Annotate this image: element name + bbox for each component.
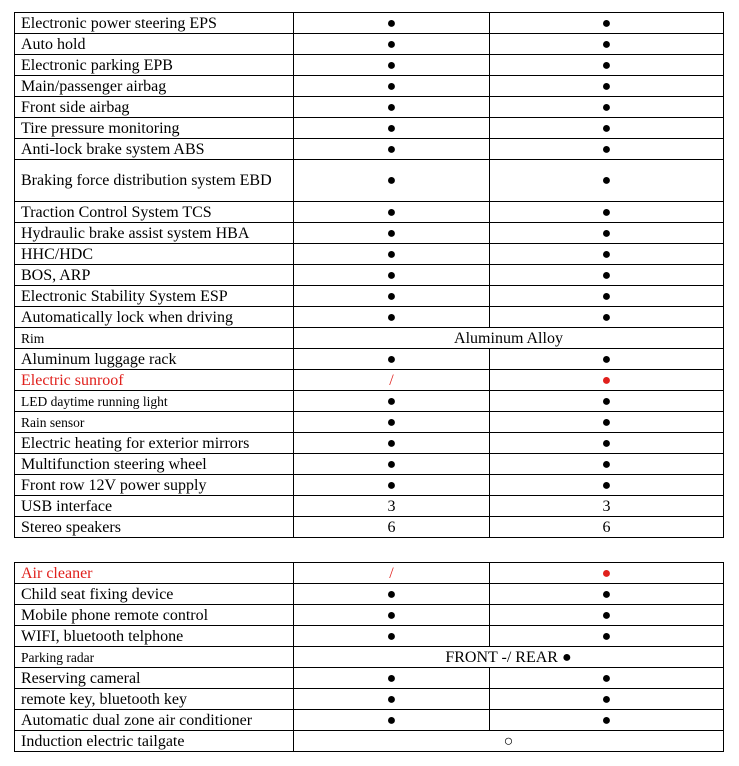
table-row	[15, 496, 724, 517]
trim-b-value: ●	[490, 391, 724, 412]
trim-b-value: ●	[490, 710, 724, 731]
row-label: Traction Control System TCS	[15, 202, 294, 223]
trim-a-value: ●	[294, 244, 490, 265]
trim-a-value: ●	[294, 307, 490, 328]
trim-a-value: ●	[294, 286, 490, 307]
trim-b-value: ●	[490, 13, 724, 34]
trim-a-value: ●	[294, 13, 490, 34]
trim-a-value: ●	[294, 55, 490, 76]
feature-table-1	[14, 12, 724, 538]
trim-b-value: ●	[490, 605, 724, 626]
trim-b-value: ●	[490, 584, 724, 605]
row-label: Hydraulic brake assist system HBA	[15, 223, 294, 244]
table-row	[15, 139, 724, 160]
trim-b-value: ●	[490, 412, 724, 433]
row-label: Child seat fixing device	[15, 584, 294, 605]
table-row	[15, 97, 724, 118]
trim-b-value: ●	[490, 139, 724, 160]
trim-b-value: ●	[490, 475, 724, 496]
table-row	[15, 475, 724, 496]
trim-b-value: ●	[490, 689, 724, 710]
trim-a-value: ●	[294, 349, 490, 370]
row-label: WIFI, bluetooth telphone	[15, 626, 294, 647]
trim-a-value: ●	[294, 689, 490, 710]
trim-b-value: ●	[490, 349, 724, 370]
table-row	[15, 286, 724, 307]
table-row	[15, 55, 724, 76]
table-row	[15, 563, 724, 584]
trim-b-value: ●	[490, 433, 724, 454]
row-label: Parking radar	[15, 647, 294, 668]
trim-b-value: ●	[490, 97, 724, 118]
row-label: Multifunction steering wheel	[15, 454, 294, 475]
row-label: Front row 12V power supply	[15, 475, 294, 496]
trim-b-value: ●	[490, 370, 724, 391]
trim-a-value: ●	[294, 668, 490, 689]
table-row	[15, 605, 724, 626]
trim-a-value: ●	[294, 34, 490, 55]
row-label: Rain sensor	[15, 412, 294, 433]
row-label: USB interface	[15, 496, 294, 517]
row-label: remote key, bluetooth key	[15, 689, 294, 710]
trim-a-value: ●	[294, 97, 490, 118]
table-row	[15, 626, 724, 647]
trim-b-value: ●	[490, 223, 724, 244]
table-row	[15, 160, 724, 202]
feature-table-2	[14, 562, 724, 752]
trim-a-value: ●	[294, 433, 490, 454]
row-label: Auto hold	[15, 34, 294, 55]
trim-a-value: /	[294, 563, 490, 584]
trim-b-value: 6	[490, 517, 724, 538]
table-row	[15, 223, 724, 244]
merged-value: FRONT -/ REAR ●	[294, 647, 724, 668]
table-row	[15, 391, 724, 412]
trim-b-value: ●	[490, 76, 724, 97]
row-label: Tire pressure monitoring	[15, 118, 294, 139]
table-row	[15, 349, 724, 370]
table-row	[15, 307, 724, 328]
table-row	[15, 517, 724, 538]
table-row	[15, 412, 724, 433]
trim-a-value: 6	[294, 517, 490, 538]
trim-a-value: ●	[294, 391, 490, 412]
table-row	[15, 668, 724, 689]
trim-a-value: ●	[294, 454, 490, 475]
trim-a-value: 3	[294, 496, 490, 517]
table-row	[15, 454, 724, 475]
row-label: Electric heating for exterior mirrors	[15, 433, 294, 454]
trim-b-value: ●	[490, 286, 724, 307]
table-row	[15, 328, 724, 349]
row-label: Automatic dual zone air conditioner	[15, 710, 294, 731]
row-label: Anti-lock brake system ABS	[15, 139, 294, 160]
row-label: Stereo speakers	[15, 517, 294, 538]
row-label: Automatically lock when driving	[15, 307, 294, 328]
row-label: Rim	[15, 328, 294, 349]
trim-a-value: ●	[294, 475, 490, 496]
row-label: Reserving cameral	[15, 668, 294, 689]
row-label: LED daytime running light	[15, 391, 294, 412]
table-row	[15, 647, 724, 668]
trim-a-value: ●	[294, 626, 490, 647]
trim-b-value: ●	[490, 454, 724, 475]
trim-a-value: ●	[294, 160, 490, 202]
table-row	[15, 13, 724, 34]
table-row	[15, 584, 724, 605]
trim-a-value: ●	[294, 710, 490, 731]
row-label: Induction electric tailgate	[15, 731, 294, 752]
trim-a-value: ●	[294, 139, 490, 160]
trim-a-value: ●	[294, 118, 490, 139]
row-label: Front side airbag	[15, 97, 294, 118]
trim-a-value: ●	[294, 76, 490, 97]
row-label: Braking force distribution system EBD	[15, 160, 294, 202]
table-row	[15, 202, 724, 223]
row-label: HHC/HDC	[15, 244, 294, 265]
trim-a-value: ●	[294, 223, 490, 244]
table-row	[15, 433, 724, 454]
table-row	[15, 76, 724, 97]
trim-b-value: ●	[490, 265, 724, 286]
trim-a-value: ●	[294, 202, 490, 223]
table-row	[15, 34, 724, 55]
row-label: Main/passenger airbag	[15, 76, 294, 97]
trim-b-value: ●	[490, 160, 724, 202]
row-label: Aluminum luggage rack	[15, 349, 294, 370]
table-row	[15, 710, 724, 731]
table-row	[15, 731, 724, 752]
row-label: BOS, ARP	[15, 265, 294, 286]
row-label: Mobile phone remote control	[15, 605, 294, 626]
table-row	[15, 265, 724, 286]
row-label: Electronic parking EPB	[15, 55, 294, 76]
trim-b-value: ●	[490, 563, 724, 584]
table-row	[15, 244, 724, 265]
trim-b-value: ●	[490, 118, 724, 139]
row-label-highlighted: Air cleaner	[15, 563, 294, 584]
trim-b-value: ●	[490, 34, 724, 55]
merged-value: Aluminum Alloy	[294, 328, 724, 349]
row-label-highlighted: Electric sunroof	[15, 370, 294, 391]
table-row	[15, 370, 724, 391]
table-row	[15, 118, 724, 139]
trim-b-value: ●	[490, 55, 724, 76]
trim-b-value: ●	[490, 244, 724, 265]
trim-b-value: ●	[490, 307, 724, 328]
trim-a-value: /	[294, 370, 490, 391]
trim-a-value: ●	[294, 265, 490, 286]
trim-a-value: ●	[294, 584, 490, 605]
trim-a-value: ●	[294, 605, 490, 626]
trim-b-value: ●	[490, 626, 724, 647]
trim-b-value: ●	[490, 202, 724, 223]
trim-b-value: 3	[490, 496, 724, 517]
merged-value: ○	[294, 731, 724, 752]
trim-b-value: ●	[490, 668, 724, 689]
trim-a-value: ●	[294, 412, 490, 433]
row-label: Electronic Stability System ESP	[15, 286, 294, 307]
row-label: Electronic power steering EPS	[15, 13, 294, 34]
table-row	[15, 689, 724, 710]
